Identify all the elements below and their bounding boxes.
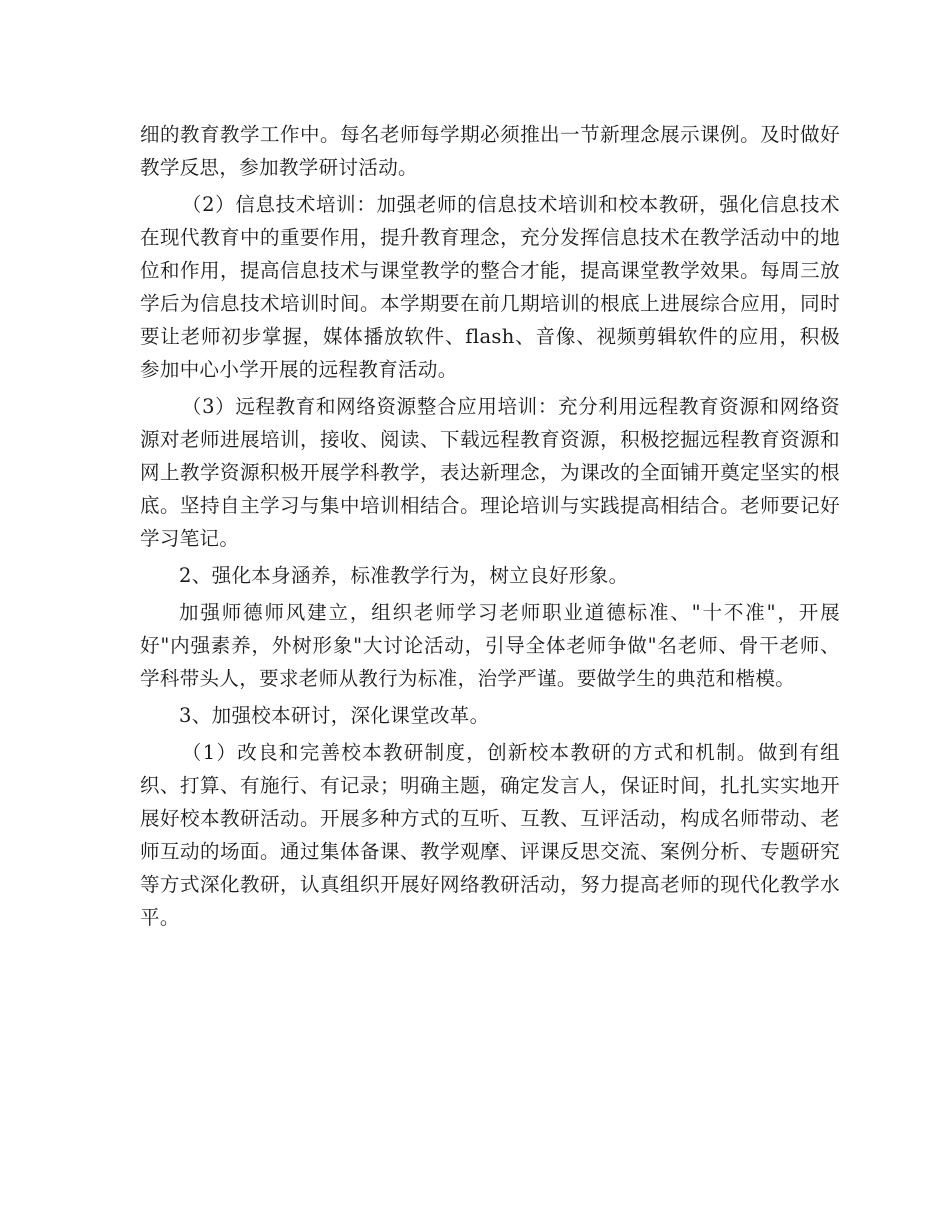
paragraph-it-training: （2）信息技术培训：加强老师的信息技术培训和校本教研，强化信息技术在现代教育中的重要作用，提升教育理念，充分发挥信息技术在教学活动中的地位和作用，提高信息技术与课堂教学的整合才能，提高课堂教学效果。每周三放学后为信息技术培训时间。本学期要在前几期培训的根底上进展综合应用，同时要让老师初步掌握，媒体播放软件、flash、音像、视频剪辑软件的应用，积极参加中心小学开展的远程教育活动。	[140, 193, 840, 381]
heading-school-research: 3、加强校本研讨，深化课堂改革。	[179, 704, 490, 727]
document-body	[140, 118, 840, 934]
paragraph-continuation: 细的教育教学工作中。每名老师每学期必须推出一节新理念展示课例。及时做好教学反思，参加教学研讨活动。	[140, 123, 840, 179]
paragraph-research-system: （1）改良和完善校本教研制度，创新校本教研的方式和机制。做到有组织、打算、有施行、有记录；明确主题，确定发言人，保证时间，扎扎实实地开展好校本教研活动。开展多种方式的互听、互教、互评活动，构成名师带动、老师互动的场面。通过集体备课、教学观摩、评课反思交流、案例分析、专题研究等方式深化教研，认真组织开展好网络教研活动，努力提高老师的现代化教学水平。	[140, 741, 840, 929]
paragraph-teacher-ethics: 加强师德师风建立，组织老师学习老师职业道德标准、"十不准"，开展好"内强素养，外树形象"大讨论活动，引导全体老师争做"名老师、骨干老师、学科带头人，要求老师从教行为标准，治学严谨。要做学生的典范和楷模。	[140, 601, 840, 690]
paragraph-remote-education: （3）远程教育和网络资源整合应用培训：充分利用远程教育资源和网络资源对老师进展培训，接收、阅读、下载远程教育资源，积极挖掘远程教育资源和网上教学资源积极开展学科教学，表达新理念，为课改的全面铺开奠定坚实的根底。坚持自主学习与集中培训相结合。理论培训与实践提高相结合。老师要记好学习笔记。	[140, 395, 840, 550]
heading-self-cultivation: 2、强化本身涵养，标准教学行为，树立良好形象。	[179, 564, 629, 587]
